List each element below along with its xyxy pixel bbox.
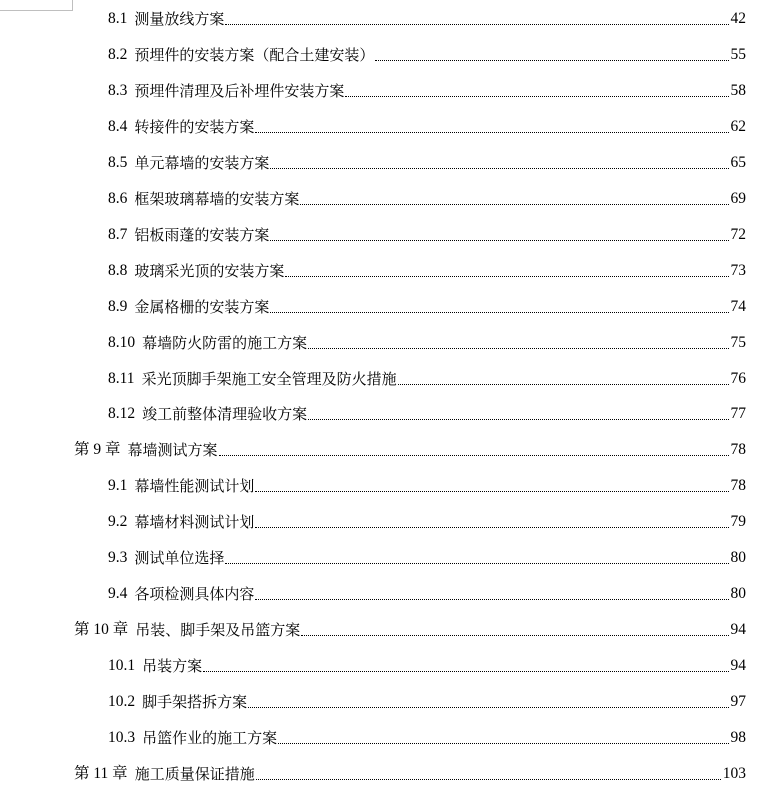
toc-entry-number: 8.1 (108, 10, 128, 27)
toc-entry-number: 8.12 (108, 405, 136, 423)
toc-dot-leader (308, 347, 728, 349)
toc-section-entry[interactable] (108, 181, 746, 217)
toc-page-number: 58 (730, 81, 746, 99)
toc-entry-title: 施工质量保证措施 (134, 764, 255, 783)
toc-entry-title: 框架玻璃幕墙的安装方案 (134, 189, 300, 208)
toc-page-number: 77 (730, 405, 746, 423)
toc-section-entry[interactable] (108, 217, 746, 253)
toc-dot-leader (345, 95, 728, 97)
toc-entry-title: 幕墙防火防雷的施工方案 (142, 333, 308, 352)
toc-section-entry[interactable] (108, 109, 746, 145)
toc-entry-number: 8.3 (108, 81, 128, 99)
toc-chapter-entry[interactable] (74, 432, 746, 468)
toc-page-number: 74 (730, 297, 746, 315)
toc-entry-number: 8.2 (108, 45, 128, 63)
toc-entry-number: 8.5 (108, 153, 128, 171)
toc-page-number: 65 (730, 153, 746, 171)
toc-section-entry[interactable] (108, 1, 746, 37)
toc-dot-leader (203, 670, 728, 672)
toc-section-entry[interactable] (108, 648, 746, 684)
toc-page-number: 97 (730, 693, 746, 711)
page-corner-mark (0, 0, 73, 11)
toc-entry-number: 9.4 (108, 585, 128, 603)
toc-page-number: 94 (730, 621, 746, 639)
toc-entry-title: 吊装方案 (142, 657, 203, 676)
toc-entry-number: 第 10 章 (74, 621, 129, 639)
toc-dot-leader (225, 562, 728, 564)
toc-entry-title: 玻璃采光顶的安装方案 (134, 261, 285, 280)
toc-page-number: 72 (730, 225, 746, 243)
toc-entry-title: 单元幕墙的安装方案 (134, 153, 270, 172)
toc-section-entry[interactable] (108, 396, 746, 432)
toc-entry-title: 采光顶脚手架施工安全管理及防火措施 (141, 369, 397, 388)
toc-dot-leader (255, 598, 728, 600)
toc-dot-leader (398, 383, 729, 385)
toc-page-number: 62 (730, 117, 746, 135)
toc-section-entry[interactable] (108, 504, 746, 540)
toc-dot-leader (219, 454, 729, 456)
toc-dot-leader (270, 239, 728, 241)
toc-entry-title: 竣工前整体清理验收方案 (142, 405, 308, 424)
toc-dot-leader (375, 59, 728, 61)
toc-section-entry[interactable] (108, 145, 746, 181)
toc-dot-leader (255, 131, 728, 133)
toc-page-number: 76 (730, 369, 746, 387)
toc-dot-leader (248, 706, 728, 708)
toc-entry-title: 测试单位选择 (134, 549, 225, 568)
toc-entry-number: 第 11 章 (74, 764, 128, 782)
toc-dot-leader (255, 490, 728, 492)
toc-section-entry[interactable] (108, 73, 746, 109)
toc-entry-number: 第 9 章 (74, 441, 121, 459)
toc-entry-title: 脚手架搭拆方案 (142, 693, 248, 712)
toc-entry-title: 铝板雨蓬的安装方案 (134, 225, 270, 244)
toc-entry-number: 8.7 (108, 225, 128, 243)
toc-dot-leader (256, 778, 721, 780)
toc-page-number: 103 (722, 764, 746, 782)
toc-entry-title: 幕墙性能测试计划 (134, 477, 255, 496)
toc-page-number: 98 (730, 729, 746, 746)
toc-entry-title: 吊装、脚手架及吊篮方案 (135, 621, 301, 640)
toc-entry-title: 测量放线方案 (134, 10, 225, 28)
toc-section-entry[interactable] (108, 289, 746, 325)
toc-entry-title: 各项检测具体内容 (134, 585, 255, 604)
toc-entry-number: 10.3 (108, 729, 136, 746)
toc-chapter-entry[interactable] (74, 756, 746, 792)
toc-dot-leader (308, 418, 728, 420)
toc-entry-number: 8.10 (108, 333, 136, 351)
toc-entry-title: 金属格栅的安装方案 (134, 297, 270, 316)
toc-entry-title: 吊篮作业的施工方案 (142, 729, 278, 747)
toc-page-number: 55 (730, 45, 746, 63)
toc-entry-number: 10.1 (108, 657, 136, 675)
toc-dot-leader (278, 742, 728, 744)
toc-chapter-entry[interactable] (74, 612, 746, 648)
toc-section-entry[interactable] (108, 361, 746, 397)
toc-entry-number: 9.2 (108, 513, 128, 531)
toc-entry-number: 8.6 (108, 189, 128, 207)
toc-page-number: 78 (730, 477, 746, 495)
toc-section-entry[interactable] (108, 468, 746, 504)
toc-section-entry[interactable] (108, 576, 746, 612)
toc-section-entry[interactable] (108, 684, 746, 720)
toc-dot-leader (270, 311, 728, 313)
toc-entry-number: 8.4 (108, 117, 128, 135)
toc-entry-number: 8.8 (108, 261, 128, 279)
toc-page-number: 79 (730, 513, 746, 531)
toc-dot-leader (255, 526, 728, 528)
toc-entry-number: 10.2 (108, 693, 136, 711)
toc-dot-leader (300, 203, 728, 205)
toc-page-number: 75 (730, 333, 746, 351)
toc-entry-title: 预埋件的安装方案（配合土建安装） (134, 45, 375, 64)
toc-dot-leader (270, 167, 728, 169)
toc-section-entry[interactable] (108, 540, 746, 576)
toc-entry-number: 9.1 (108, 477, 128, 495)
toc-entry-title: 幕墙测试方案 (127, 441, 218, 460)
toc-dot-leader (301, 634, 728, 636)
toc-page-number: 80 (730, 585, 746, 603)
toc-page-number: 94 (730, 657, 746, 675)
toc-page-number: 80 (730, 549, 746, 567)
toc-entry-number: 9.3 (108, 549, 128, 567)
toc-page-number: 42 (730, 10, 746, 27)
toc-section-entry[interactable] (108, 720, 746, 756)
toc-entry-number: 8.9 (108, 297, 128, 315)
toc-dot-leader (285, 275, 728, 277)
toc-entry-title: 幕墙材料测试计划 (134, 513, 255, 532)
toc-page-number: 78 (730, 441, 746, 459)
toc-section-entry[interactable] (108, 325, 746, 361)
toc-entry-number: 8.11 (108, 369, 135, 387)
toc-page-number: 69 (730, 189, 746, 207)
toc-page-number: 73 (730, 261, 746, 279)
toc-entry-title: 预埋件清理及后补埋件安装方案 (134, 81, 345, 100)
toc-section-entry[interactable] (108, 253, 746, 289)
toc-entry-title: 转接件的安装方案 (134, 117, 255, 136)
toc-section-entry[interactable] (108, 37, 746, 73)
toc-dot-leader (225, 23, 728, 25)
